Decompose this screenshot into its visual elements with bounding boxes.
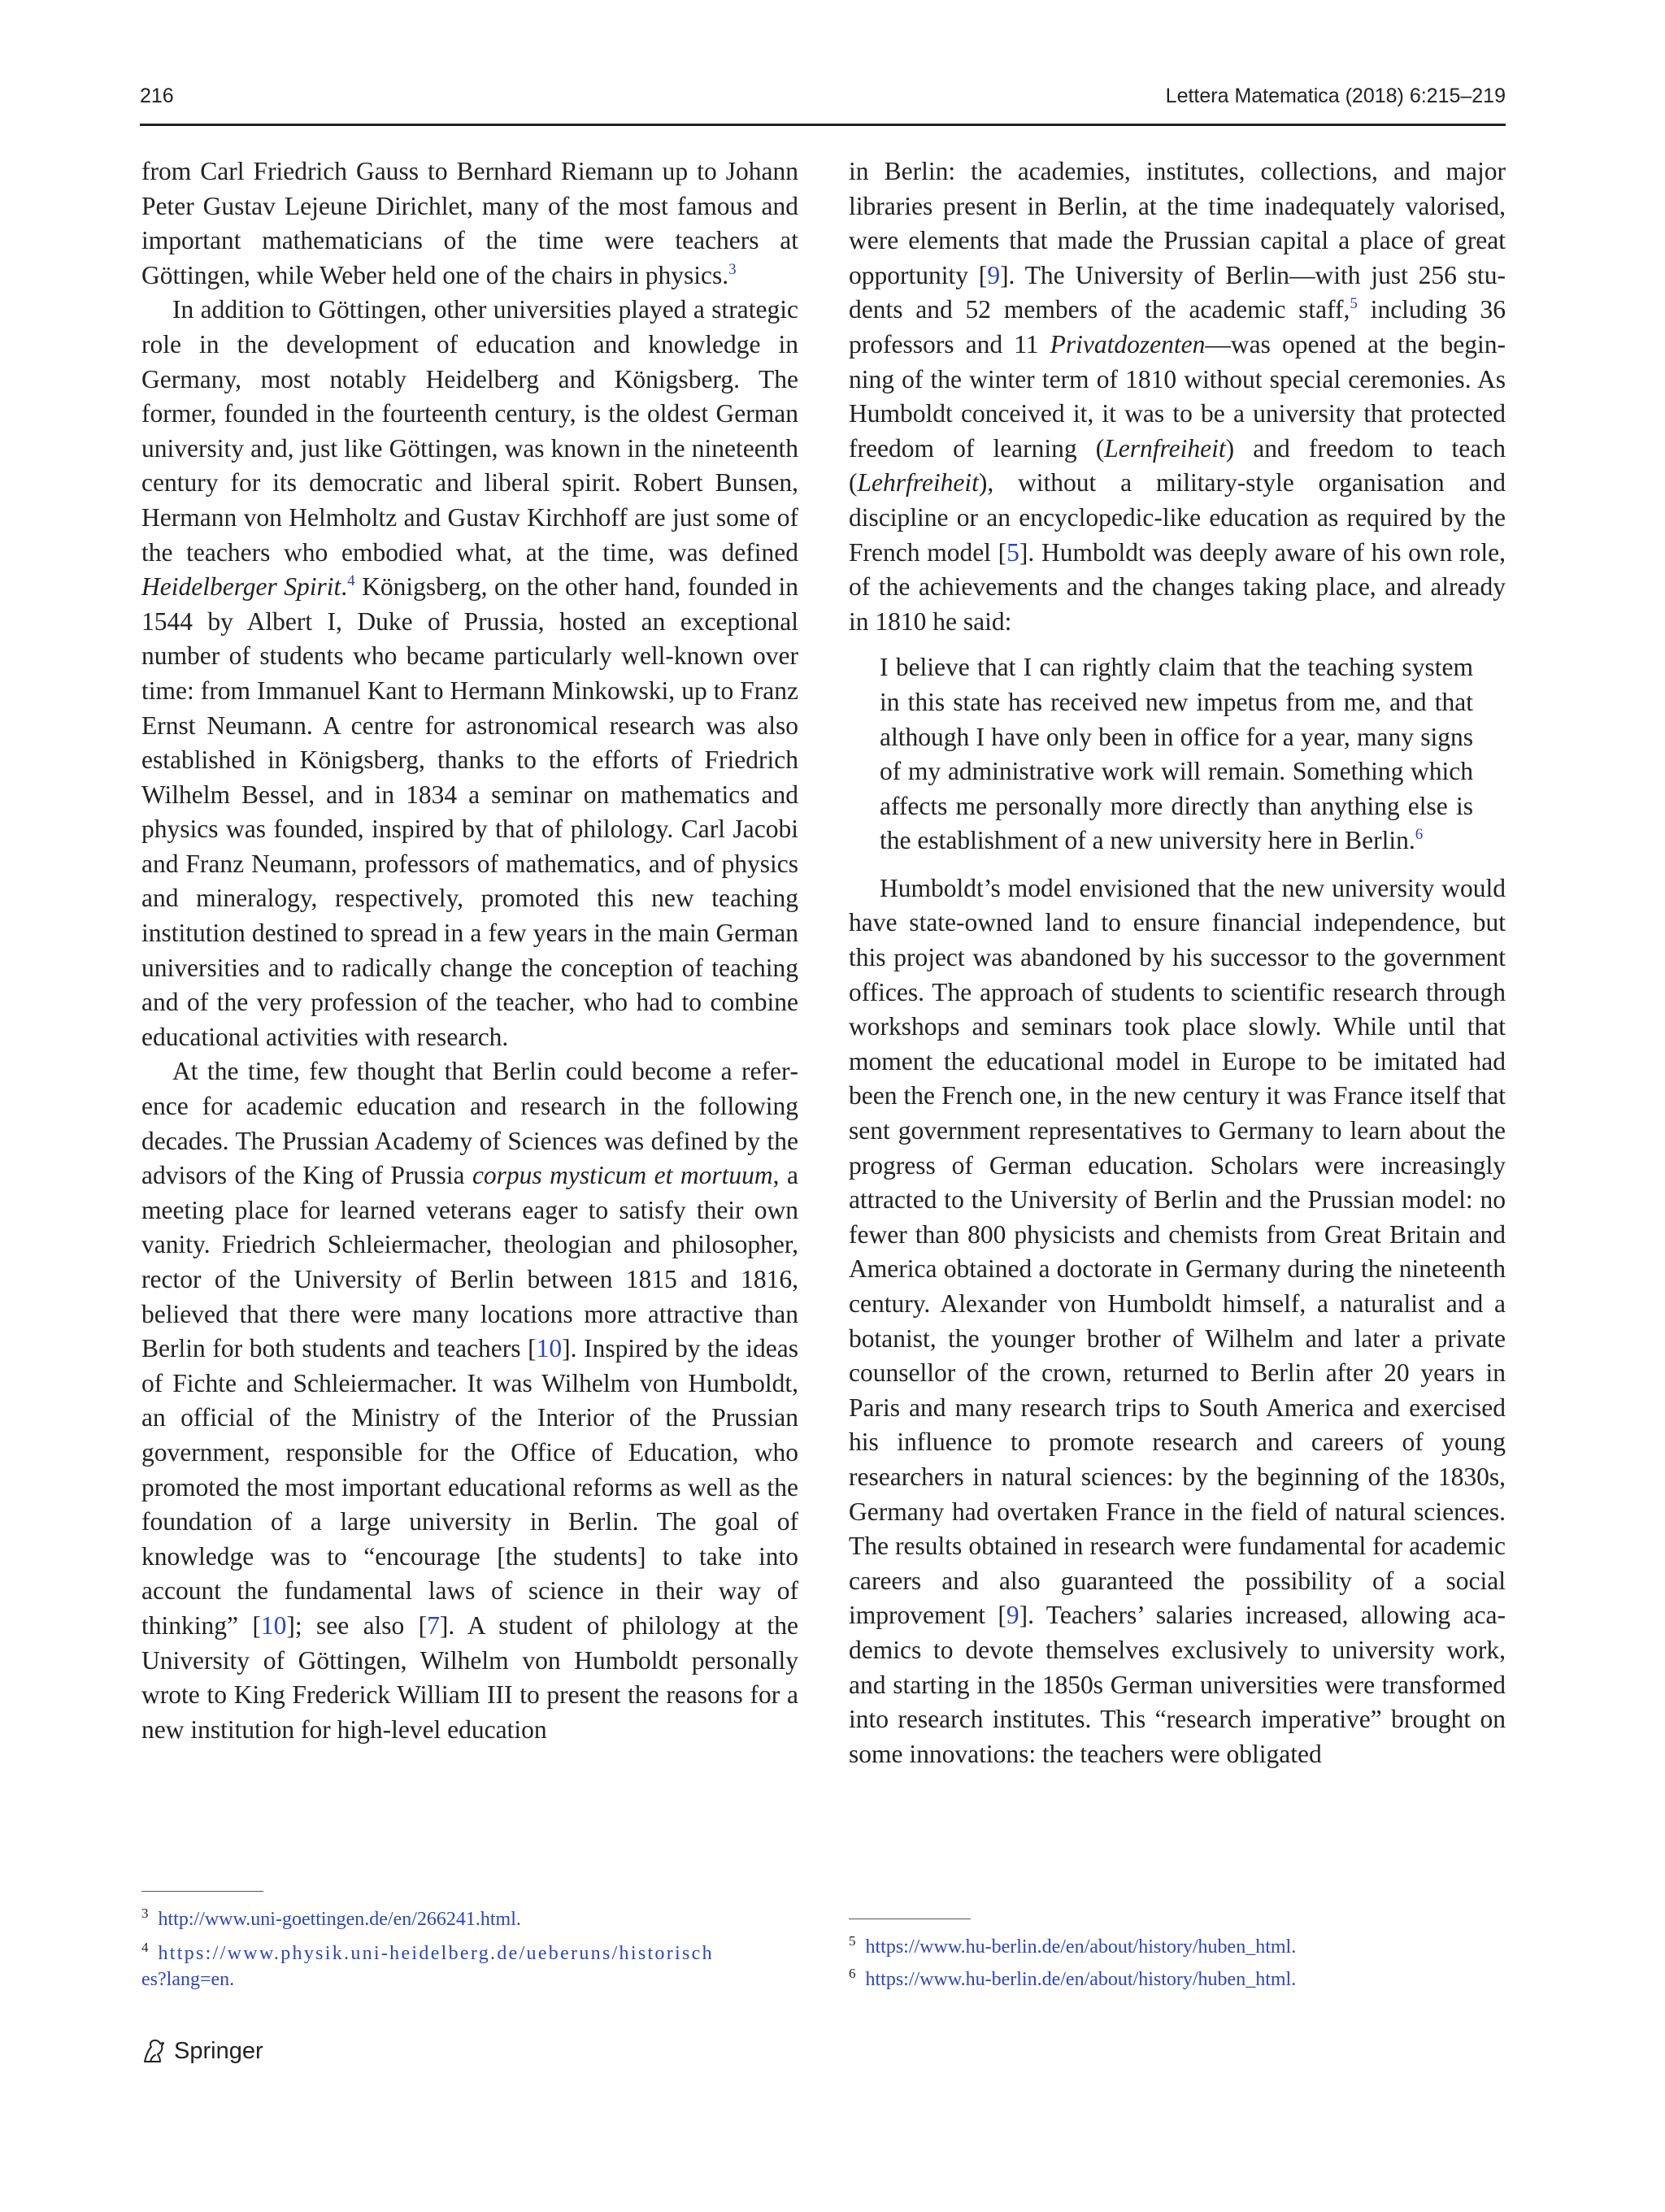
text: from Carl Friedrich Gauss to Bernhard Riemann up to Johann Peter Gustav Lejeune Dirichlet, many of the most famous and important mathematicians of the time were teachers at Göttingen, while Weber held one of the chairs in physics. xyxy=(141,157,798,289)
text: in Berlin: the academies, institutes, collections, and major libraries present in Berlin, at the time inadequately valorised, were elements that made the Prussian capital a place of great opportunity [ xyxy=(849,157,1506,289)
text: ]. The University of Berlin—with just 256 students and 52 members of the academic staff, xyxy=(849,260,1506,324)
text: including 36 professors and 11 xyxy=(849,295,1506,359)
paragraph xyxy=(141,154,798,293)
text: ]. Humboldt was deeply aware of his own role, of the achievements and the changes taking place, and already in 1810 he said: xyxy=(849,537,1506,636)
emphasis: Privatdozenten xyxy=(1050,329,1206,359)
text: ]. A student of philology at the University of Göttingen, Wilhelm von Humboldt personally wrote to King Frederick William III to present the reasons for a new institution for high-level education xyxy=(141,1610,798,1744)
footnote xyxy=(849,1961,1506,1993)
page-number: 216 xyxy=(140,85,174,107)
text: —was opened at the beginning of the winter term of 1810 without special ceremonies. As Humboldt conceived it, it was to be a university that protected freedom of learning ( xyxy=(849,329,1506,463)
citation-link[interactable]: 10 xyxy=(260,1610,287,1640)
text: I believe that I can rightly claim that the teaching system in this state has received new impetus from me, and that although I have only been in office for a year, many signs of my administrative work will remain. Something which affects me personally more directly than anything else is the establishment of a new university here in Berlin. xyxy=(880,653,1473,855)
citation-link[interactable]: 10 xyxy=(536,1334,563,1363)
footnote-link[interactable]: http://www.uni-goettingen.de/en/266241.html. xyxy=(158,1909,521,1930)
footnote-marker[interactable]: 5 xyxy=(1350,295,1358,313)
journal-citation: Lettera Matematica (2018) 6:215–219 xyxy=(1165,85,1506,107)
footnote-number: 3 xyxy=(141,1906,149,1921)
footnote-number: 5 xyxy=(849,1933,856,1949)
publisher-name: Springer xyxy=(174,2037,263,2064)
emphasis: Lernfreiheit xyxy=(1104,433,1226,463)
text: In addition to Göttingen, other universities played a strategic role in the development of education and knowledge in Germany, most notably Heidelberg and Königsberg. The former, founded in the fourteenth century, is the oldest German university and, just like Göttingen, was known in the nineteenth century for its democratic and liberal spirit. Robert Bunsen, Hermann von Helmholtz and Gustav Kirchhoff are just some of the teachers who embodied what, at the time, was defined xyxy=(141,295,798,567)
paragraph xyxy=(849,154,1506,639)
left-column xyxy=(141,154,798,1747)
emphasis: corpus mysticum et mortuum xyxy=(472,1161,773,1190)
text: . xyxy=(341,572,348,602)
running-header xyxy=(140,85,1506,108)
footnote-link[interactable]: https://www.hu-berlin.de/en/about/history/huben_html. xyxy=(865,1969,1297,1990)
springer-horse-icon xyxy=(140,2037,167,2065)
citation-link[interactable]: 5 xyxy=(1006,537,1019,567)
text: , a meeting place for learned veterans eager to satisfy their own vanity. Friedrich Schleiermacher, theologian and philosopher, rector of the University of Berlin between 1815 and 1816, believed that there were many locations more attractive than Berlin for both students and teachers [ xyxy=(141,1161,798,1363)
citation-link[interactable]: 7 xyxy=(427,1610,440,1640)
text: ]. Teachers’ salaries increased, allowing academics to devote themselves exclusively to university work, and starting in the 1850s German universities were transformed into research institutes. This “research imperative” brought on some innovations: the teachers were obligated xyxy=(849,1601,1506,1768)
footnote-link[interactable]: https://www.physik.uni-heidelberg.de/ueberuns/historisch xyxy=(158,1943,714,1964)
paragraph xyxy=(141,293,798,1054)
paragraph xyxy=(849,871,1506,1771)
footnote-number: 4 xyxy=(141,1940,149,1955)
emphasis: Heidelberger Spirit xyxy=(141,572,341,602)
text: At the time, few thought that Berlin could become a reference for academic education and research in the following decades. The Prussian Academy of Sciences was defined by the advisors of the King of Prussia xyxy=(141,1057,798,1190)
footnote-rule xyxy=(141,1891,263,1892)
text: ), without a military-style organisation and discipline or an encyclopedic-like education as required by the French model [ xyxy=(849,468,1506,567)
text: ) and freedom to teach ( xyxy=(849,433,1506,498)
footnote xyxy=(141,1935,798,1993)
block-quote xyxy=(880,650,1473,858)
text: ]. Inspired by the ideas of Fichte and Schleiermacher. It was Wilhelm von Humboldt, an official of the Ministry of the Interior of the Prussian government, responsible for the Office of Education, who promoted the most important educational reforms as well as the foundation of a large university in Berlin. The goal of knowledge was to “encourage [the students] to take into account the fundamental laws of science in their way of thinking” [ xyxy=(141,1334,798,1640)
citation-link[interactable]: 9 xyxy=(1006,1601,1019,1630)
publisher-logo xyxy=(140,2037,263,2065)
footnote-link[interactable]: https://www.hu-berlin.de/en/about/history/huben_html. xyxy=(865,1936,1297,1958)
header-rule xyxy=(140,124,1506,126)
citation-link[interactable]: 9 xyxy=(987,260,1001,289)
footnote-marker[interactable]: 3 xyxy=(728,260,737,278)
text: Königsberg, on the other hand, founded in 1544 by Albert I, Duke of Prussia, hosted an exceptional number of students who became particularly well-known over time: from Immanuel Kant to Hermann Minkowski, up to Franz Ernst Neumann. A centre for astronomical research was also established in Königsberg, thanks to the efforts of Friedrich Wilhelm Bessel, and in 1834 a seminar on mathematics and physics was founded, inspired by that of philology. Carl Jacobi and Franz Neumann, professors of mathematics, and of physics and mineralogy, respectively, promoted this new teaching institution destined to spread in a few years in the main German universities and to radically change the conception of teaching and of the very profession of the teacher, who had to combine educational activities with research. xyxy=(141,572,798,1051)
footnote-number: 6 xyxy=(849,1966,856,1981)
footnote-marker[interactable]: 4 xyxy=(347,572,355,590)
footnote-link-continued[interactable]: es?lang=en. xyxy=(141,1969,235,1990)
footnote xyxy=(141,1901,798,1932)
paragraph xyxy=(141,1054,798,1747)
emphasis: Lehrfreiheit xyxy=(857,468,979,498)
right-column xyxy=(849,154,1506,1771)
text: Humboldt’s model envisioned that the new university would have state-owned land to ensure financial independence, but this project was abandoned by his successor to the government offices. The approach of students to scientific research through workshops and seminars took place slowly. While until that moment the educational model in Europe to be imitated had been the French one, in the new century it was France itself that sent government representatives to Germany to learn about the progress of German education. Scholars were increasingly attracted to the University of Berlin and the Prussian model: no fewer than 800 physicists and chemists from Great Britain and America obtained a doctorate in Germany during the nineteenth century. Alexander von Humboldt himself, a naturalist and a botanist, the younger brother of Wilhelm and later a private counsellor of the crown, returned to Berlin after 20 years in Paris and many research trips to South America and exercised his influence to promote research and careers of young researchers in natural sciences: by the beginning of the 1830s, Germany had overtaken France in the field of natural sciences. The results obtained in research were fundamental for academic careers and also guaranteed the possibility of a social improvement [ xyxy=(849,873,1506,1630)
footnote xyxy=(849,1928,1506,1960)
footnote-marker[interactable]: 6 xyxy=(1415,826,1424,844)
text: ]; see also [ xyxy=(286,1610,428,1640)
